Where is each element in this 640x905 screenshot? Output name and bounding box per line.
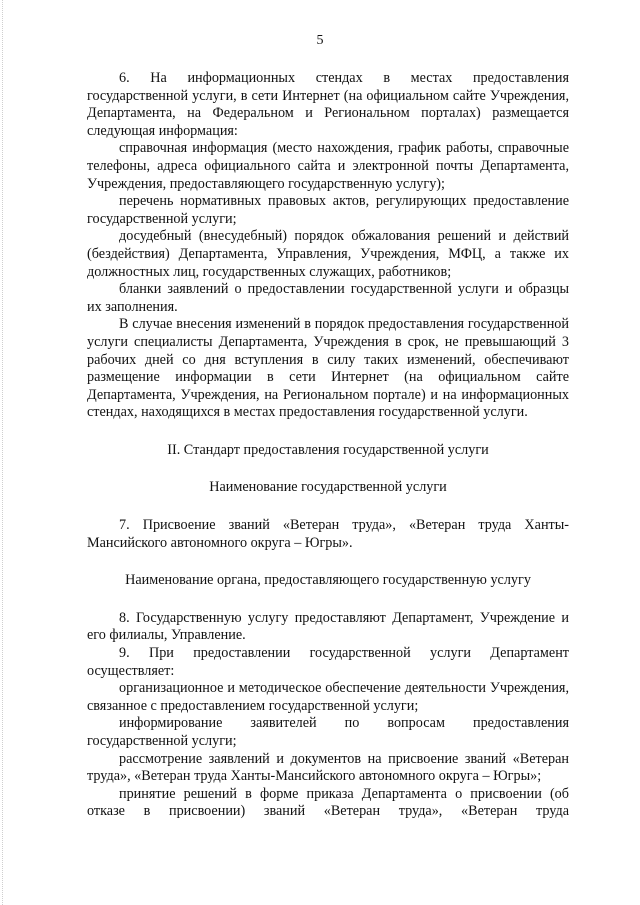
scan-edge-marks <box>2 0 9 905</box>
subheading-authority: Наименование органа, предоставляющего государственную услугу <box>125 572 531 589</box>
paragraph-6: 6. На информационных стендах в местах предоставления государственной услуги, в сети Интернет (на официальном сайте Учреждения, Департамента, на Федеральном и Региональном порталах) размещается следующая информация: <box>87 70 569 139</box>
list-item-reference-info: справочная информация (место нахождения, график работы, справочные телефоны, адреса официального сайта и электронной почты Департамента, Учреждения, предоставляющего государственную услугу); <box>87 140 569 192</box>
list-item-application-forms: бланки заявлений о предоставлении государственной услуги и образцы их заполнения. <box>87 281 569 315</box>
list-item-informing: информирование заявителей по вопросам предоставления государственной услуги; <box>87 715 569 749</box>
section-heading: II. Стандарт предоставления государственной услуги <box>167 441 489 458</box>
list-item-appeal-procedure: досудебный (внесудебный) порядок обжалования решений и действий (бездействия) Департамента, Управления, Учреждения, МФЦ, а также их должностных лиц, государственных служащих, работников; <box>87 228 569 280</box>
paragraph-7: 7. Присвоение званий «Ветеран труда», «Ветеран труда Ханты-Мансийского автономного округа – Югры». <box>87 517 569 551</box>
paragraph-changes: В случае внесения изменений в порядок предоставления государственной услуги специалисты Департамента, Учреждения в срок, не превышающий 3 рабочих дней со дня вступления в силу таких изменений, обеспечивают размещение информации в сети Интернет (на официальном сайте Департамента, Учреждения, на Региональном портале) и на информационных стендах, находящихся в местах предоставления государственной услуги. <box>87 316 569 421</box>
list-item-decisions: принятие решений в форме приказа Департамента о присвоении (об отказе в присвоении) званий «Ветеран труда», «Ветеран труда <box>87 785 569 820</box>
paragraph-9: 9. При предоставлении государственной услуги Департамент осуществляет: <box>87 645 569 679</box>
list-item-methodical-support: организационное и методическое обеспечение деятельности Учреждения, связанное с предоставлением государственной услуги; <box>87 680 569 714</box>
page-number: 5 <box>316 33 324 48</box>
list-item-review-applications: рассмотрение заявлений и документов на присвоение званий «Ветеран труда», «Ветеран труда Ханты-Мансийского автономного округа – Югры»; <box>87 750 569 785</box>
paragraph-8: 8. Государственную услугу предоставляют Департамент, Учреждение и его филиалы, Управление. <box>87 609 569 644</box>
subheading-service-name: Наименование государственной услуги <box>209 479 447 496</box>
list-item-legal-acts: перечень нормативных правовых актов, регулирующих предоставление государственной услуги; <box>87 193 569 227</box>
document-body <box>87 70 569 821</box>
